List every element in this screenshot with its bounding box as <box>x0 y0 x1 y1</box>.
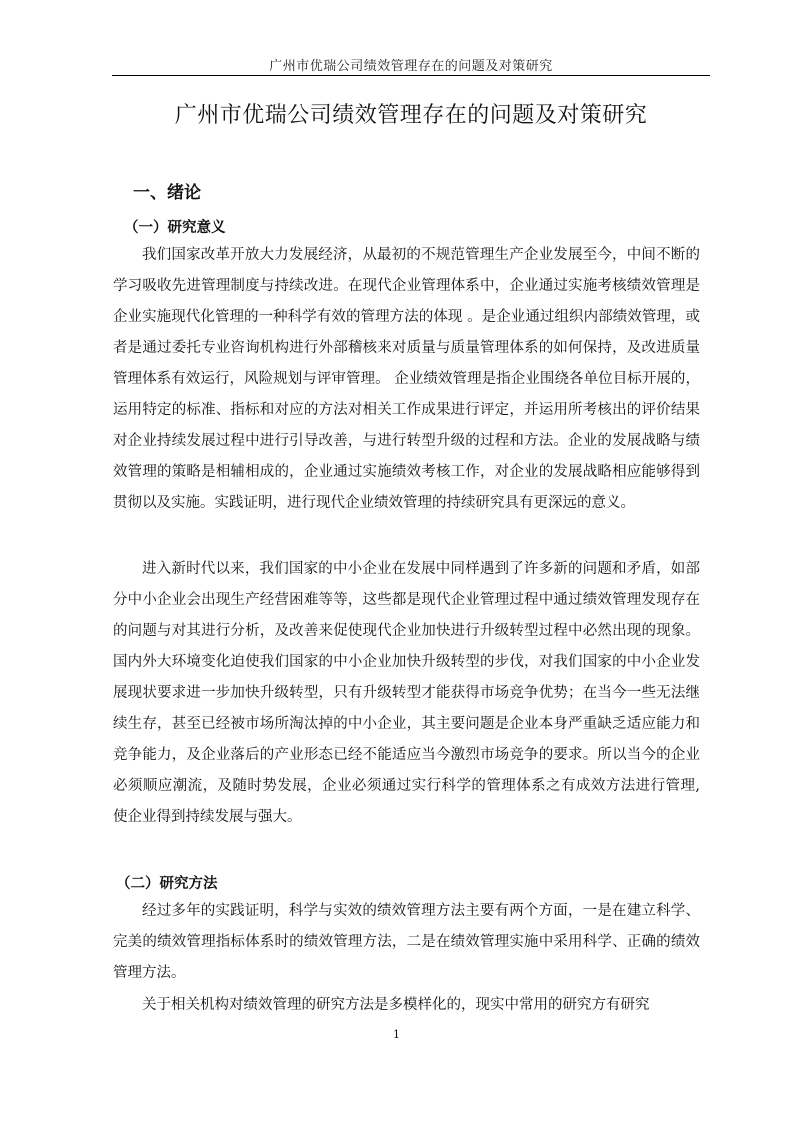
subsection-heading-significance: （一）研究意义 <box>124 220 226 236</box>
body-paragraph: 关于相关机构对绩效管理的研究方法是多模样化的，现实中常用的研究方有研究 <box>142 997 650 1013</box>
document-title: 广州市优瑞公司绩效管理存在的问题及对策研究 <box>174 103 648 128</box>
header-divider <box>112 75 710 76</box>
body-paragraph: 进入新时代以来，我们国家的中小企业在发展中同样遇到了许多新的问题和矛盾，如部分中小企业会出现生产经营困难等等，这些都是现代企业管理过程中通过绩效管理发现存在的问题与对其进行分析，及改善来促使现代企业加快进行升级转型过程中必然出现的现象。国内外大环境变化迫使我们国家的中小企业加快升级转型的步伐，对我们国家的中小企业发展现状要求进一步加快升级转型，只有升级转型才能获得市场竞争优势；在当今一些无法继续生存，甚至已经被市场所淘汰掉的中小企业，其主要问题是企业本身严重缺乏适应能力和竞争能力，及企业落后的产业形态已经不能适应当今激烈市场竞争的要求。所以当今的企业必须顺应潮流，及随时势发展，企业必须通过实行科学的管理体系之有成效方法进行管理, 使企业得到持续发展与强大。 <box>113 561 700 825</box>
body-paragraph: 我们国家改革开放大力发展经济，从最初的不规范管理生产企业发展至今，中间不断的学习吸收先进管理制度与持续改进。在现代企业管理体系中，企业通过实施考核绩效管理是企业实施现代化管理的一种科学有效的管理方法的体现 。是企业通过组织内部绩效管理，或者是通过委托专业咨询机构进行外部稽核来对质量与质量管理体系的如何保持，及改进质量管理体系有效运行，风险规划与评审管理。 企业绩效管理是指企业围绕各单位目标开展的，运用特定的标准、指标和对应的方法对相关工作成果进行评定，并运用所考核出的评价结果对企业持续发展过程中进行引导改善，与进行转型升级的过程和方法。企业的发展战略与绩效管理的策略是相辅相成的，企业通过实施绩效考核工作，对企业的发展战略相应能够得到贯彻以及实施。实践证明，进行现代企业绩效管理的持续研究具有更深远的意义。 <box>113 247 700 511</box>
subsection-heading-methods: （二）研究方法 <box>116 876 218 892</box>
section-heading-introduction: 一、绪论 <box>133 183 201 203</box>
body-paragraph: 经过多年的实践证明，科学与实效的绩效管理方法主要有两个方面，一是在建立科学、完美的绩效管理指标体系时的绩效管理方法，二是在绩效管理实施中采用科学、正确的绩效管理方法。 <box>113 903 700 981</box>
running-header: 广州市优瑞公司绩效管理存在的问题及对策研究 <box>269 59 553 74</box>
page-number: 1 <box>393 1028 400 1041</box>
